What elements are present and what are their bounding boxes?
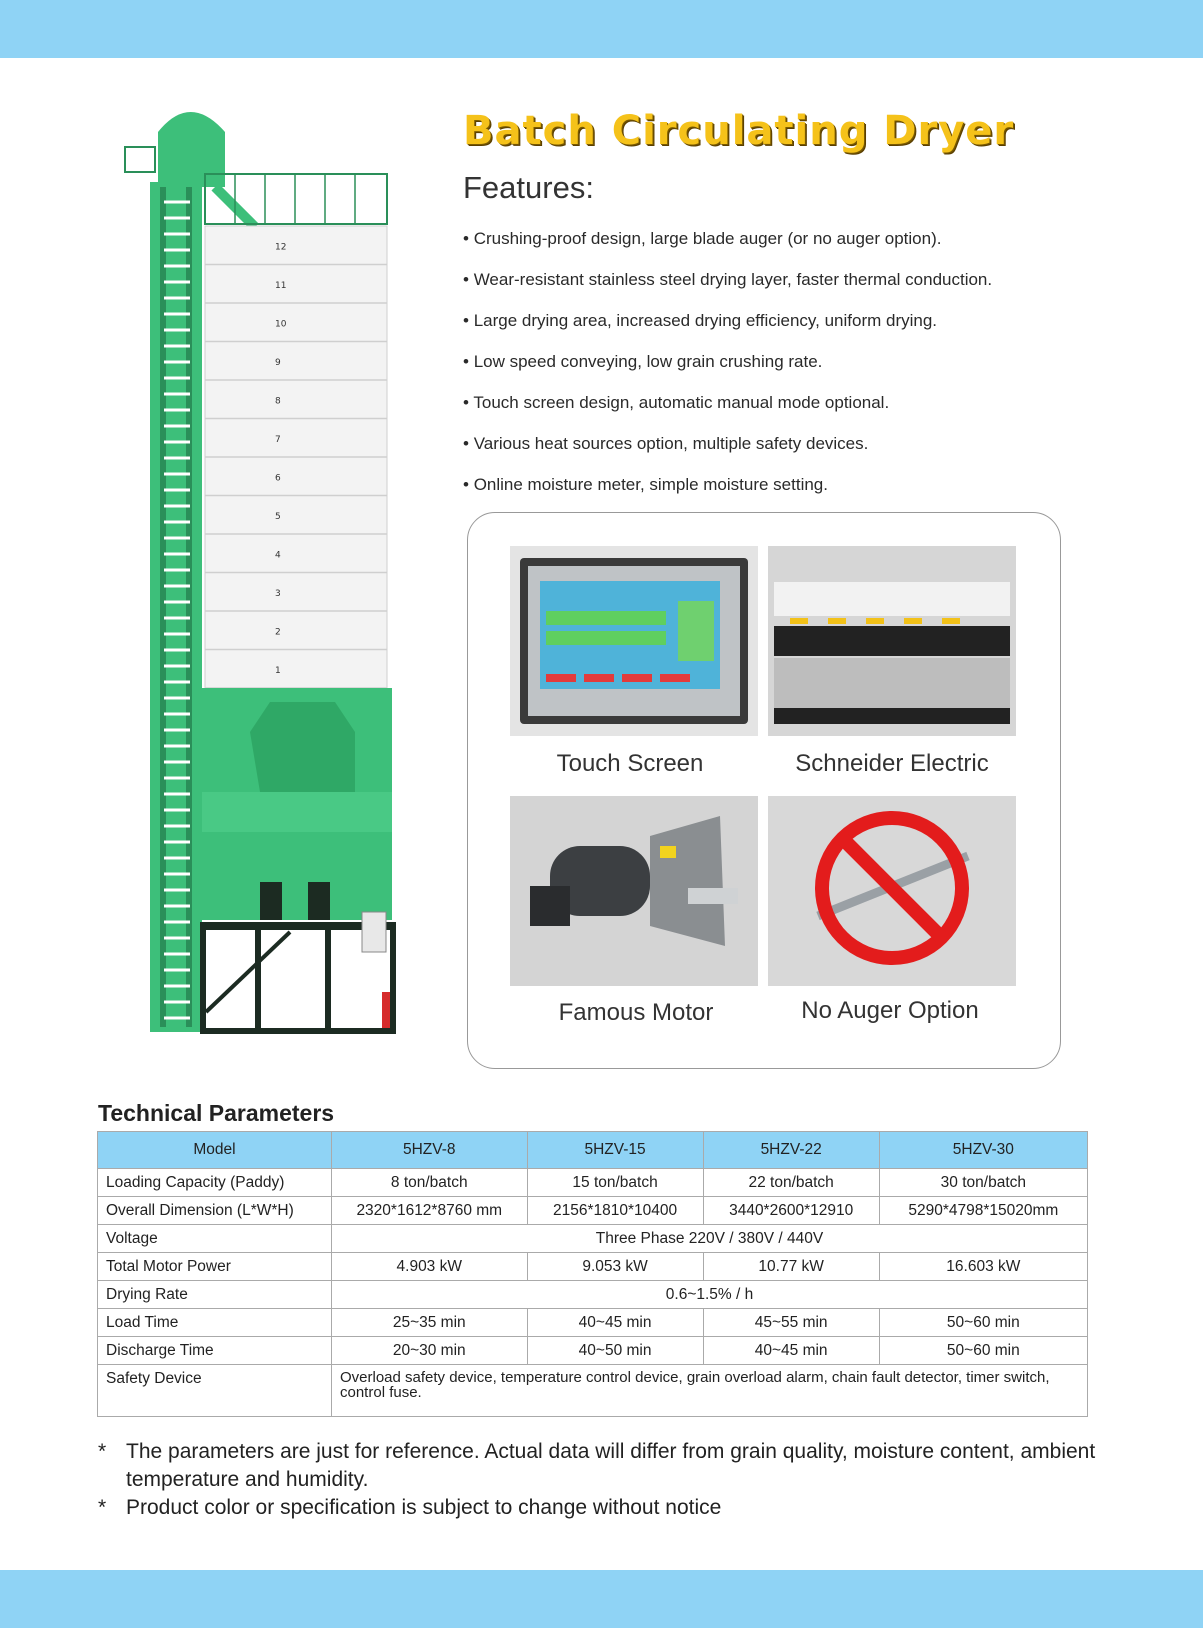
gallery-caption: Touch Screen [556,750,704,777]
touch-screen-image [510,546,758,736]
table-cell: 4.903 kW [332,1253,528,1281]
dryer-layer-label: 7 [275,434,281,445]
table-cell: 0.6~1.5% / h [332,1281,1088,1309]
top-band [0,0,1203,58]
row-label: Loading Capacity (Paddy) [98,1169,332,1197]
features-heading: Features: [463,170,594,205]
table-cell: 9.053 kW [527,1253,703,1281]
no-auger-image [768,796,1016,986]
dryer-layer-label: 11 [275,280,287,291]
table-cell: 2156*1810*10400 [527,1197,703,1225]
gallery-caption: No Auger Option [801,997,979,1024]
table-row [98,1365,1088,1417]
footnote [98,1438,1098,1494]
footnote-marker: * [98,1440,107,1463]
table-header-row [98,1132,1088,1169]
table-cell: 50~60 min [879,1309,1087,1337]
gallery-caption: Famous Motor [558,999,714,1026]
table-cell: 40~45 min [527,1309,703,1337]
table-cell: 8 ton/batch [332,1169,528,1197]
footnote-marker: * [98,1496,107,1519]
feature-item: • Low speed conveying, low grain crushing rate. [463,351,992,392]
dryer-layer-label: 6 [275,473,281,484]
table-row [98,1169,1088,1197]
bottom-band [0,1570,1203,1628]
table-header: 5HZV-22 [703,1132,879,1169]
table-header: Model [98,1132,332,1169]
schneider-electric-image [768,546,1016,736]
table-row [98,1225,1088,1253]
feature-item: • Large drying area, increased drying efficiency, uniform drying. [463,310,992,351]
technical-parameters-heading: Technical Parameters [98,1100,335,1126]
table-row [98,1309,1088,1337]
motor-image [510,796,758,986]
table-row [98,1337,1088,1365]
row-label: Load Time [98,1309,332,1337]
row-label: Total Motor Power [98,1253,332,1281]
footnote-text: The parameters are just for reference. Actual data will differ from grain quality, moisture content, ambient temperature and humidity. [126,1440,1096,1491]
table-header: 5HZV-15 [527,1132,703,1169]
dryer-layer-label: 10 [275,319,287,330]
dryer-layer-label: 2 [275,627,281,638]
table-cell: 10.77 kW [703,1253,879,1281]
table-cell: 50~60 min [879,1337,1087,1365]
feature-item: • Wear-resistant stainless steel drying layer, faster thermal conduction. [463,269,992,310]
table-row [98,1281,1088,1309]
row-label: Overall Dimension (L*W*H) [98,1197,332,1225]
dryer-layer-label: 8 [275,396,281,407]
feature-item: • Touch screen design, automatic manual mode optional. [463,392,992,433]
footnote-text: Product color or specification is subject to change without notice [126,1496,722,1519]
technical-parameters-table [97,1131,1088,1417]
table-cell: 22 ton/batch [703,1169,879,1197]
dryer-layer-label: 12 [275,242,287,253]
table-row [98,1253,1088,1281]
table-cell: 20~30 min [332,1337,528,1365]
table-cell: 3440*2600*12910 [703,1197,879,1225]
page-title: Batch Circulating Dryer [463,108,1015,154]
row-label: Discharge Time [98,1337,332,1365]
table-cell: Three Phase 220V / 380V / 440V [332,1225,1088,1253]
dryer-layer-label: 4 [275,550,281,561]
dryer-layer-label: 5 [275,511,281,522]
table-cell: 2320*1612*8760 mm [332,1197,528,1225]
table-cell: 15 ton/batch [527,1169,703,1197]
table-cell: 30 ton/batch [879,1169,1087,1197]
dryer-illustration [120,92,440,1072]
feature-item: • Crushing-proof design, large blade auger (or no auger option). [463,228,992,269]
feature-gallery [467,512,1061,1069]
table-header: 5HZV-8 [332,1132,528,1169]
table-cell: 40~45 min [703,1337,879,1365]
table-header: 5HZV-30 [879,1132,1087,1169]
dryer-layer-label: 3 [275,588,281,599]
table-cell: 40~50 min [527,1337,703,1365]
row-label: Safety Device [98,1365,332,1417]
table-cell: 25~35 min [332,1309,528,1337]
gallery-caption: Schneider Electric [795,750,989,777]
table-cell: Overload safety device, temperature control device, grain overload alarm, chain fault detector, timer switch, control fuse. [332,1365,1088,1417]
feature-item: • Various heat sources option, multiple safety devices. [463,433,992,474]
table-cell: 45~55 min [703,1309,879,1337]
table-row [98,1197,1088,1225]
dryer-layer-label: 1 [275,665,281,676]
row-label: Voltage [98,1225,332,1253]
feature-item: • Online moisture meter, simple moisture setting. [463,474,992,515]
row-label: Drying Rate [98,1281,332,1309]
table-cell: 5290*4798*15020mm [879,1197,1087,1225]
table-cell: 16.603 kW [879,1253,1087,1281]
dryer-layer-label: 9 [275,357,281,368]
footnote [98,1494,1098,1522]
features-list [463,228,992,515]
footnotes [98,1438,1098,1522]
